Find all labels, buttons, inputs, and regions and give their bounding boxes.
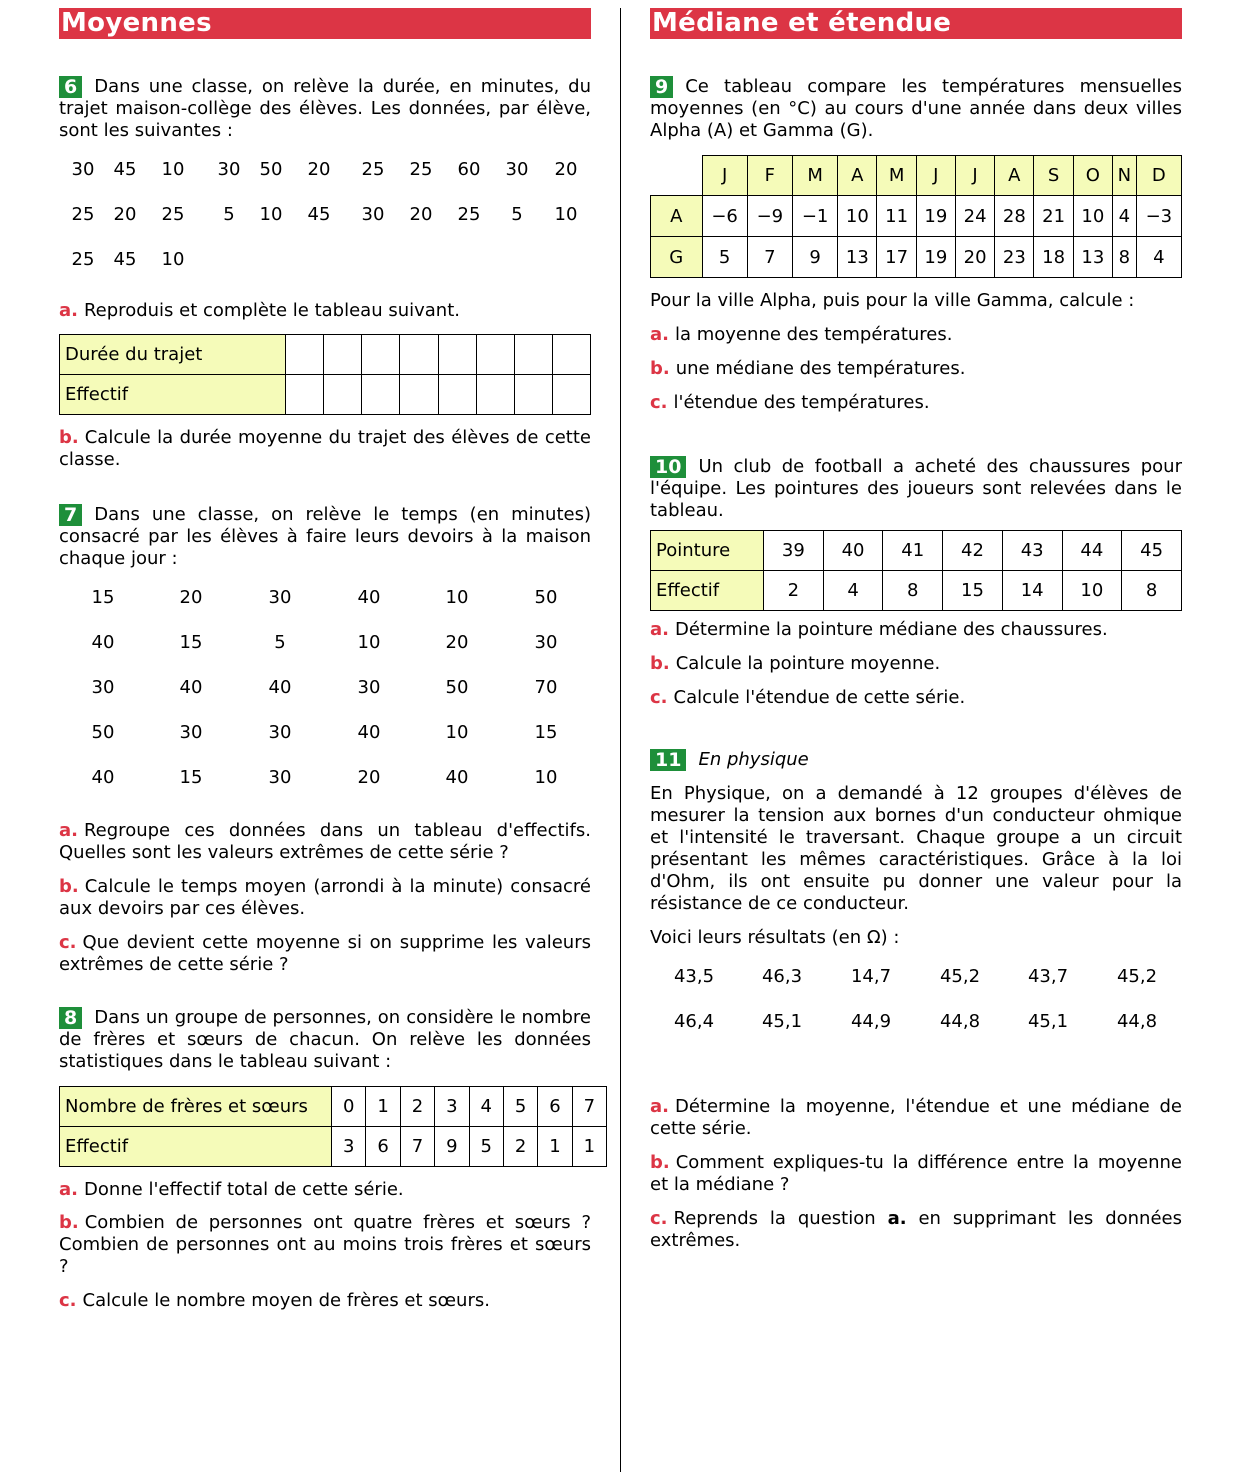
table-cell: 9 [792,237,837,278]
table-header: Effectif [60,375,286,415]
table-cell: 42 [943,531,1003,571]
month-header: J [916,156,955,196]
question-text: Donne l'effectif total de cette série. [83,1179,404,1200]
table-row [651,156,1182,196]
section-title-mediane: Médiane et étendue [650,8,1182,39]
data-value: 30 [268,722,292,743]
question-text: l'étendue des températures. [673,392,930,413]
data-value: 45 [113,159,137,180]
month-header: D [1136,156,1181,196]
question-text: une médiane des températures. [675,358,966,379]
data-value: 5 [223,204,235,225]
data-value: 15 [179,767,203,788]
month-header: N [1112,156,1136,196]
data-value: 40 [445,767,469,788]
data-value: 20 [113,204,137,225]
month-header: M [877,156,916,196]
table-cell: 21 [1034,196,1073,237]
data-row [59,767,591,812]
data-value: 30 [91,677,115,698]
question-text: Calcule l'étendue de cette série. [673,687,966,708]
table-cell: 23 [995,237,1034,278]
question-text: Calcule le temps moyen (arrondi à la minute) consacré aux devoirs par ces élèves. [59,876,591,919]
table-cell: 28 [995,196,1034,237]
question-text: Détermine la pointure médiane des chaussures. [674,619,1108,640]
question-label: b. [59,1212,79,1233]
data-row [59,204,591,249]
table-cell: 41 [883,531,943,571]
question-label: a. [59,300,78,321]
data-value: 45 [307,204,331,225]
exercise-text: Dans une classe, on relève la durée, en minutes, du trajet maison-collège des élèves. Les données, par élève, sont les suivantes : [59,76,591,141]
data-list [59,587,591,812]
table-cell: 8 [1122,571,1182,611]
table-cell: 19 [916,196,955,237]
data-value: 10 [445,587,469,608]
table-cell: 40 [823,531,883,571]
data-value: 10 [161,249,185,270]
data-value: 45,1 [761,1011,803,1032]
table-cell: 11 [877,196,916,237]
data-row [59,249,591,294]
data-value: 20 [179,587,203,608]
data-value: 40 [179,677,203,698]
table-cell: 18 [1034,237,1073,278]
data-value: 50 [534,587,558,608]
data-value: 10 [554,204,578,225]
data-value: 10 [161,159,185,180]
exercise-number: 6 [59,76,82,98]
data-value: 30 [361,204,385,225]
data-value: 5 [511,204,523,225]
table-cell: 4 [823,571,883,611]
temperature-table [650,155,1182,278]
exercise-subtitle: En physique [698,749,809,770]
question-text: la moyenne des températures. [674,324,953,345]
data-value: 20 [357,767,381,788]
data-value: 15 [91,587,115,608]
exercise-number: 10 [650,456,686,478]
month-header: S [1034,156,1073,196]
table-row [651,237,1182,278]
table-cell: 0 [332,1087,366,1127]
exercise-text: Un club de football a acheté des chaussures pour l'équipe. Les pointures des joueurs sont relevées dans le tableau. [650,456,1182,521]
data-value: 50 [91,722,115,743]
question-label: b. [59,427,79,448]
data-value: 45 [113,249,137,270]
table-cell: 44 [1062,531,1122,571]
month-header: A [838,156,877,196]
question-label: c. [59,932,77,953]
table-cell: 9 [435,1127,469,1167]
data-value: 44,8 [939,1011,981,1032]
table-cell: 4 [1112,196,1136,237]
month-header: A [995,156,1034,196]
question-label: c. [650,687,668,708]
table-cell: 2 [764,571,824,611]
table-cell: 10 [838,196,877,237]
table-row [60,1127,607,1167]
table-cell: −6 [702,196,747,237]
question-text: Calcule la durée moyenne du trajet des élèves de cette classe. [59,427,591,470]
table-cell: 4 [1136,237,1181,278]
data-value: 30 [268,587,292,608]
table-cell: 45 [1122,531,1182,571]
exercise-6 [59,76,591,471]
question-text: en supprimant les données extrêmes. [650,1208,1182,1251]
data-value: 46,4 [673,1011,715,1032]
month-header: O [1073,156,1112,196]
table-cell: 17 [877,237,916,278]
question-label: b. [650,358,670,379]
data-row [59,632,591,677]
data-value: 25 [361,159,385,180]
table-cell: 8 [883,571,943,611]
data-value: 10 [445,722,469,743]
question-label: a. [650,619,669,640]
data-value: 43,7 [1027,966,1069,987]
data-value: 25 [409,159,433,180]
table-header: Effectif [651,571,764,611]
data-value: 20 [409,204,433,225]
question-text: Reproduis et complète le tableau suivant. [83,300,460,321]
table-cell: 2 [503,1127,537,1167]
data-value: 30 [71,159,95,180]
exercise-number: 7 [59,504,82,526]
table-cell: 1 [572,1127,606,1167]
results-intro: Voici leurs résultats (en Ω) : [650,927,900,948]
data-value: 40 [357,587,381,608]
table-row [651,571,1182,611]
question-label: a. [59,820,78,841]
data-value: 44,9 [850,1011,892,1032]
data-value: 14,7 [850,966,892,987]
question-ref: a. [887,1208,907,1229]
data-value: 60 [457,159,481,180]
exercise-7 [59,504,591,976]
table-cell: 13 [1073,237,1112,278]
left-column [59,8,596,1311]
data-row [59,587,591,632]
data-value: 45,1 [1027,1011,1069,1032]
data-row [650,1011,1182,1056]
data-value: 20 [554,159,578,180]
exercise-11 [650,749,1182,1252]
table-cell: 24 [955,196,994,237]
month-header: M [792,156,837,196]
right-column [650,8,1182,1251]
data-value: 30 [534,632,558,653]
question-text: Reprends la question [673,1208,888,1229]
question-label: a. [650,324,669,345]
data-value: 45,2 [939,966,981,987]
question-label: a. [59,1179,78,1200]
data-value: 10 [259,204,283,225]
table-header: Nombre de frères et sœurs [60,1087,332,1127]
table-cell: 6 [366,1127,400,1167]
table-row [651,196,1182,237]
table-corner [651,156,703,196]
exercise-text: Dans un groupe de personnes, on considère le nombre de frères et sœurs de chacun. On relève les données statistiques dans le tableau suivant : [59,1007,591,1072]
table-cell: 3 [332,1127,366,1167]
data-value: 10 [357,632,381,653]
exercise-number: 8 [59,1007,82,1029]
table-row [60,1087,607,1127]
data-value: 46,3 [761,966,803,987]
month-header: F [747,156,792,196]
table-header: Durée du trajet [60,335,286,375]
table-header: Pointure [651,531,764,571]
table-header: Effectif [60,1127,332,1167]
data-row [59,677,591,722]
exercise-number: 9 [650,76,673,98]
exercise-9 [650,76,1182,414]
data-value: 20 [307,159,331,180]
section-title-moyennes: Moyennes [59,8,591,39]
exercise-10 [650,456,1182,709]
data-value: 50 [259,159,283,180]
table-cell: 7 [747,237,792,278]
question-label: c. [59,1290,77,1311]
blank-table [59,334,591,415]
exercise-8 [59,1007,596,1312]
question-label: c. [650,392,668,413]
data-value: 70 [534,677,558,698]
data-value: 25 [161,204,185,225]
question-text: Que devient cette moyenne si on supprime les valeurs extrêmes de cette série ? [59,932,591,975]
data-value: 43,5 [673,966,715,987]
month-header: J [702,156,747,196]
shoe-size-table [650,530,1182,611]
data-row [59,722,591,767]
question-label: b. [650,653,670,674]
data-value: 40 [357,722,381,743]
table-row [651,531,1182,571]
table-cell: 43 [1002,531,1062,571]
data-value: 40 [91,632,115,653]
data-list [59,159,591,294]
question-text: Détermine la moyenne, l'étendue et une médiane de cette série. [650,1096,1182,1139]
data-value: 25 [71,249,95,270]
table-cell: −9 [747,196,792,237]
data-value: 5 [274,632,286,653]
table-cell: 14 [1002,571,1062,611]
data-value: 30 [179,722,203,743]
row-header: G [651,237,703,278]
data-value: 20 [445,632,469,653]
question-label: a. [650,1096,669,1117]
table-cell: 5 [503,1087,537,1127]
table-cell: 10 [1062,571,1122,611]
question-text: Calcule la pointure moyenne. [675,653,941,674]
data-value: 30 [268,767,292,788]
data-list [650,966,1182,1056]
month-header: J [955,156,994,196]
table-cell: 15 [943,571,1003,611]
data-value: 15 [179,632,203,653]
table-cell: 3 [435,1087,469,1127]
table-cell: 19 [916,237,955,278]
data-value: 50 [445,677,469,698]
table-cell: 7 [572,1087,606,1127]
data-value: 10 [534,767,558,788]
question-intro: Pour la ville Alpha, puis pour la ville Gamma, calcule : [650,290,1135,311]
table-cell: 20 [955,237,994,278]
table-cell: 1 [538,1127,572,1167]
data-row [59,159,591,204]
data-value: 30 [505,159,529,180]
data-value: 15 [534,722,558,743]
question-text: Calcule le nombre moyen de frères et sœurs. [82,1290,490,1311]
exercise-text: En Physique, on a demandé à 12 groupes d'élèves de mesurer la tension aux bornes d'un conducteur ohmique et l'intensité le traversant. Chaque groupe a un circuit présentant les mêmes caractéristiques. Grâce à la loi d'Ohm, ils ont ensuite pu donner une valeur pour la résistance de ce conducteur. [650,783,1182,914]
table-cell: 39 [764,531,824,571]
table-cell: 7 [400,1127,434,1167]
data-value: 40 [268,677,292,698]
table-cell: 4 [469,1087,503,1127]
table-cell: 2 [400,1087,434,1127]
table-cell: 13 [838,237,877,278]
exercise-text: Dans une classe, on relève le temps (en minutes) consacré par les élèves à faire leurs devoirs à la maison chaque jour : [59,504,591,569]
table-cell: −3 [1136,196,1181,237]
exercise-text: Ce tableau compare les températures mensuelles moyennes (en °C) au cours d'une année dans deux villes Alpha (A) et Gamma (G). [650,76,1182,141]
table-cell: 5 [469,1127,503,1167]
table-cell: 1 [366,1087,400,1127]
table-cell: 10 [1073,196,1112,237]
question-label: c. [650,1208,668,1229]
data-value: 25 [71,204,95,225]
table-cell: 5 [702,237,747,278]
siblings-table [59,1086,607,1167]
data-value: 30 [357,677,381,698]
table-cell: −1 [792,196,837,237]
row-header: A [651,196,703,237]
data-value: 44,8 [1116,1011,1158,1032]
data-value: 45,2 [1116,966,1158,987]
table-cell: 8 [1112,237,1136,278]
question-label: b. [650,1152,670,1173]
exercise-number: 11 [650,749,686,771]
data-value: 25 [457,204,481,225]
question-text: Combien de personnes ont quatre frères et sœurs ? Combien de personnes ont au moins trois frères et sœurs ? [59,1212,591,1277]
data-value: 30 [217,159,241,180]
column-divider [620,8,621,1472]
question-label: b. [59,876,79,897]
data-value: 40 [91,767,115,788]
question-text: Comment expliques-tu la différence entre la moyenne et la médiane ? [650,1152,1182,1195]
question-text: Regroupe ces données dans un tableau d'effectifs. Quelles sont les valeurs extrêmes de cette série ? [59,820,591,863]
data-row [650,966,1182,1011]
table-cell: 6 [538,1087,572,1127]
